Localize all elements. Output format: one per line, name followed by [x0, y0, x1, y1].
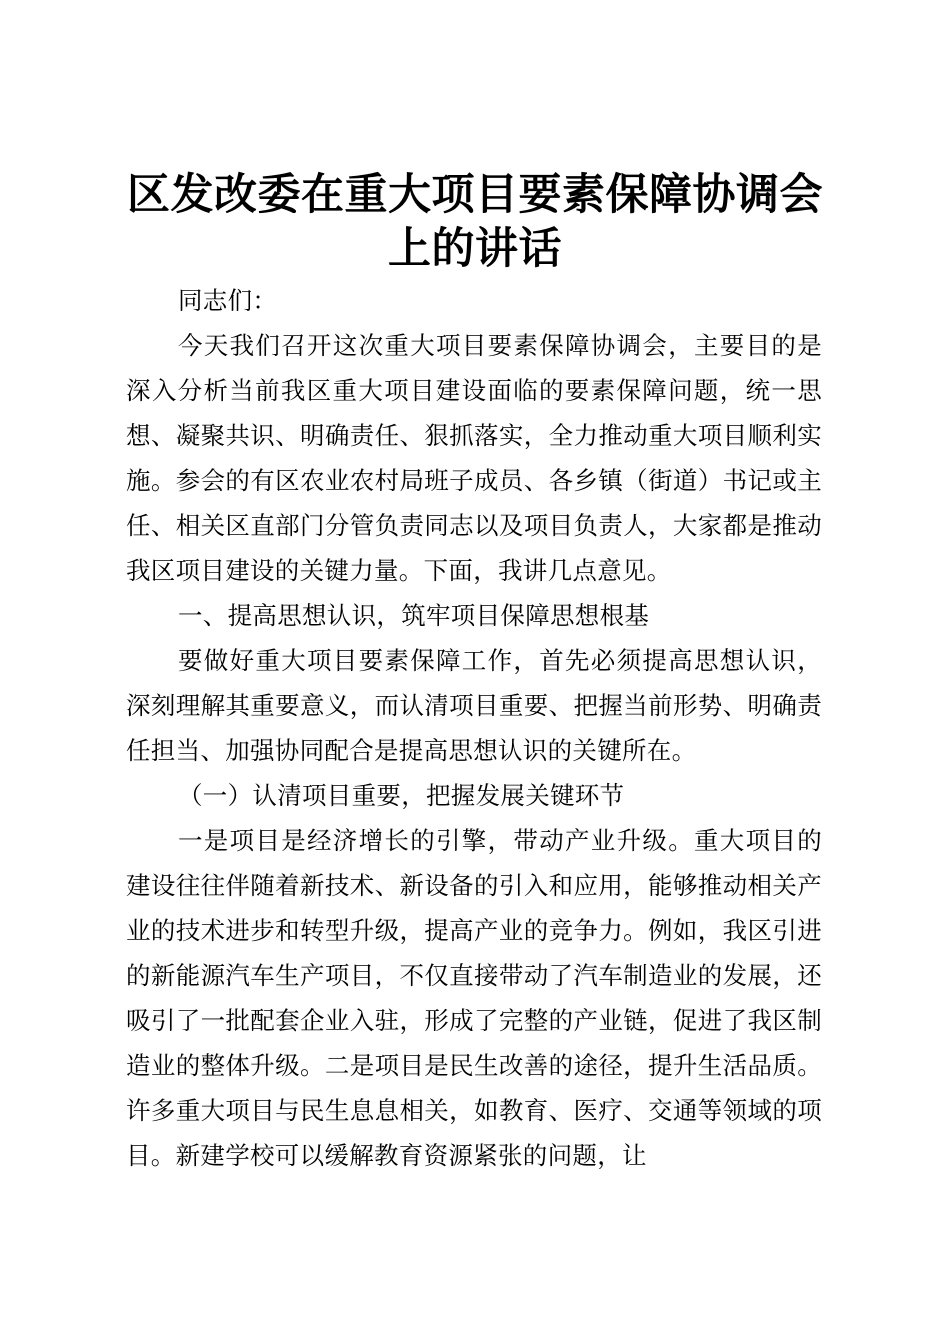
paragraph-intro: 今天我们召开这次重大项目要素保障协调会，主要目的是深入分析当前我区重大项目建设面临的要素保障问题，统一思想、凝聚共识、明确责任、狠抓落实，全力推动重大项目顺利实施。参会的有区农业农村局班子成员、各乡镇（街道）书记或主任、相关区直部门分管负责同志以及项目负责人，大家都是推动我区项目建设的关键力量。下面，我讲几点意见。 [126, 331, 822, 585]
paragraph-subsection-1-1: 一是项目是经济增长的引擎，带动产业升级。重大项目的建设往往伴随着新技术、新设备的引入和应用，能够推动相关产业的技术进步和转型升级，提高产业的竞争力。例如，我区引进的新能源汽车生产项目，不仅直接带动了汽车制造业的发展，还吸引了一批配套企业入驻，形成了完整的产业链，促进了我区制造业的整体升级。二是项目是民生改善的途径，提升生活品质。许多重大项目与民生息息相关，如教育、医疗、交通等领域的项目。新建学校可以缓解教育资源紧张的问题，让 [126, 826, 822, 1170]
paragraph-section-1: 要做好重大项目要素保障工作，首先必须提高思想认识，深刻理解其重要意义，而认清项目重要、把握当前形势、明确责任担当、加强协同配合是提高思想认识的关键所在。 [126, 646, 822, 765]
salutation: 同志们： [178, 286, 278, 315]
section-heading-1: 一、提高思想认识，筑牢项目保障思想根基 [178, 601, 650, 630]
document-title: 区发改委在重大项目要素保障协调会上的讲话 [127, 170, 823, 274]
document-body [126, 278, 822, 1178]
subsection-heading-1-1: （一）认清项目重要，把握发展关键环节 [178, 781, 625, 810]
